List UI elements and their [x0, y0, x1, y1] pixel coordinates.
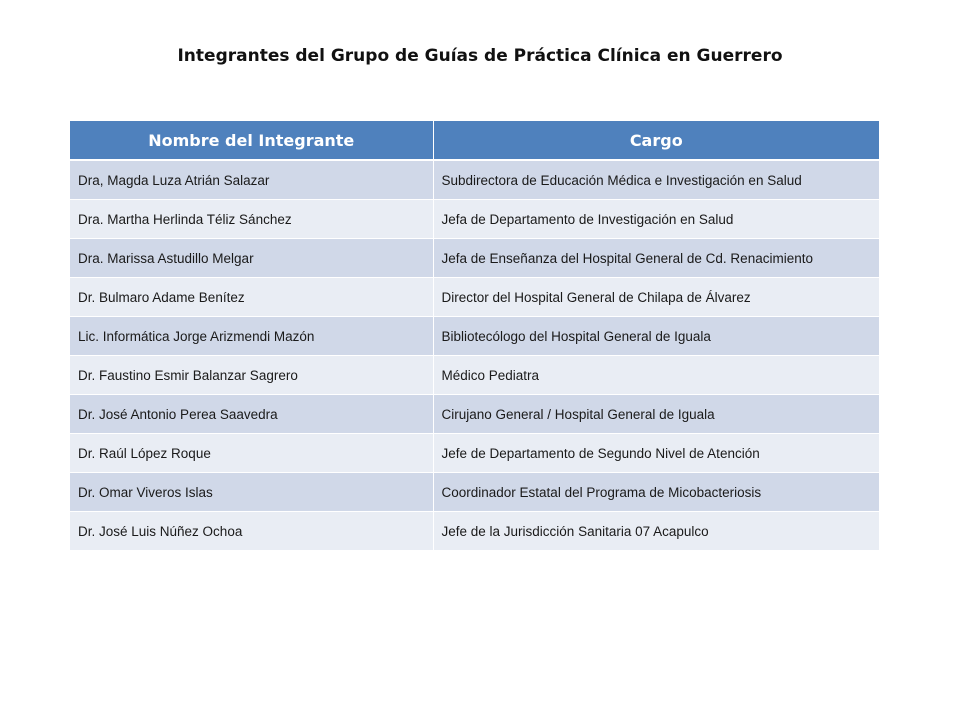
- table-row: [70, 512, 879, 551]
- table-row: [70, 317, 879, 356]
- member-cargo-cell: Jefe de Departamento de Segundo Nivel de Atención: [433, 434, 879, 473]
- table-row: [70, 200, 879, 239]
- table-row: [70, 356, 879, 395]
- table-row: [70, 395, 879, 434]
- members-table: [70, 121, 879, 551]
- table-header-row: [70, 121, 879, 160]
- member-cargo-cell: Jefa de Departamento de Investigación en Salud: [433, 200, 879, 239]
- member-cargo-cell: Jefe de la Jurisdicción Sanitaria 07 Acapulco: [433, 512, 879, 551]
- member-name-cell: Dr. Raúl López Roque: [70, 434, 433, 473]
- member-name-cell: Dr. Omar Viveros Islas: [70, 473, 433, 512]
- table-row: [70, 278, 879, 317]
- member-name-cell: Dr. Faustino Esmir Balanzar Sagrero: [70, 356, 433, 395]
- table-row: [70, 239, 879, 278]
- table-row: [70, 434, 879, 473]
- member-cargo-cell: Cirujano General / Hospital General de Iguala: [433, 395, 879, 434]
- member-cargo-cell: Médico Pediatra: [433, 356, 879, 395]
- member-cargo-cell: Director del Hospital General de Chilapa de Álvarez: [433, 278, 879, 317]
- member-cargo-cell: Coordinador Estatal del Programa de Micobacteriosis: [433, 473, 879, 512]
- member-name-cell: Dra. Martha Herlinda Téliz Sánchez: [70, 200, 433, 239]
- member-name-cell: Dr. Bulmaro Adame Benítez: [70, 278, 433, 317]
- member-cargo-cell: Subdirectora de Educación Médica e Investigación en Salud: [433, 160, 879, 200]
- column-header-cargo: Cargo: [433, 121, 879, 160]
- member-name-cell: Dra, Magda Luza Atrián Salazar: [70, 160, 433, 200]
- member-cargo-cell: Bibliotecólogo del Hospital General de Iguala: [433, 317, 879, 356]
- member-name-cell: Dra. Marissa Astudillo Melgar: [70, 239, 433, 278]
- table-row: [70, 473, 879, 512]
- column-header-name: Nombre del Integrante: [70, 121, 433, 160]
- member-name-cell: Dr. José Antonio Perea Saavedra: [70, 395, 433, 434]
- member-name-cell: Dr. José Luis Núñez Ochoa: [70, 512, 433, 551]
- table-row: [70, 160, 879, 200]
- member-cargo-cell: Jefa de Enseñanza del Hospital General de Cd. Renacimiento: [433, 239, 879, 278]
- member-name-cell: Lic. Informática Jorge Arizmendi Mazón: [70, 317, 433, 356]
- page-title: Integrantes del Grupo de Guías de Práctica Clínica en Guerrero: [177, 46, 783, 66]
